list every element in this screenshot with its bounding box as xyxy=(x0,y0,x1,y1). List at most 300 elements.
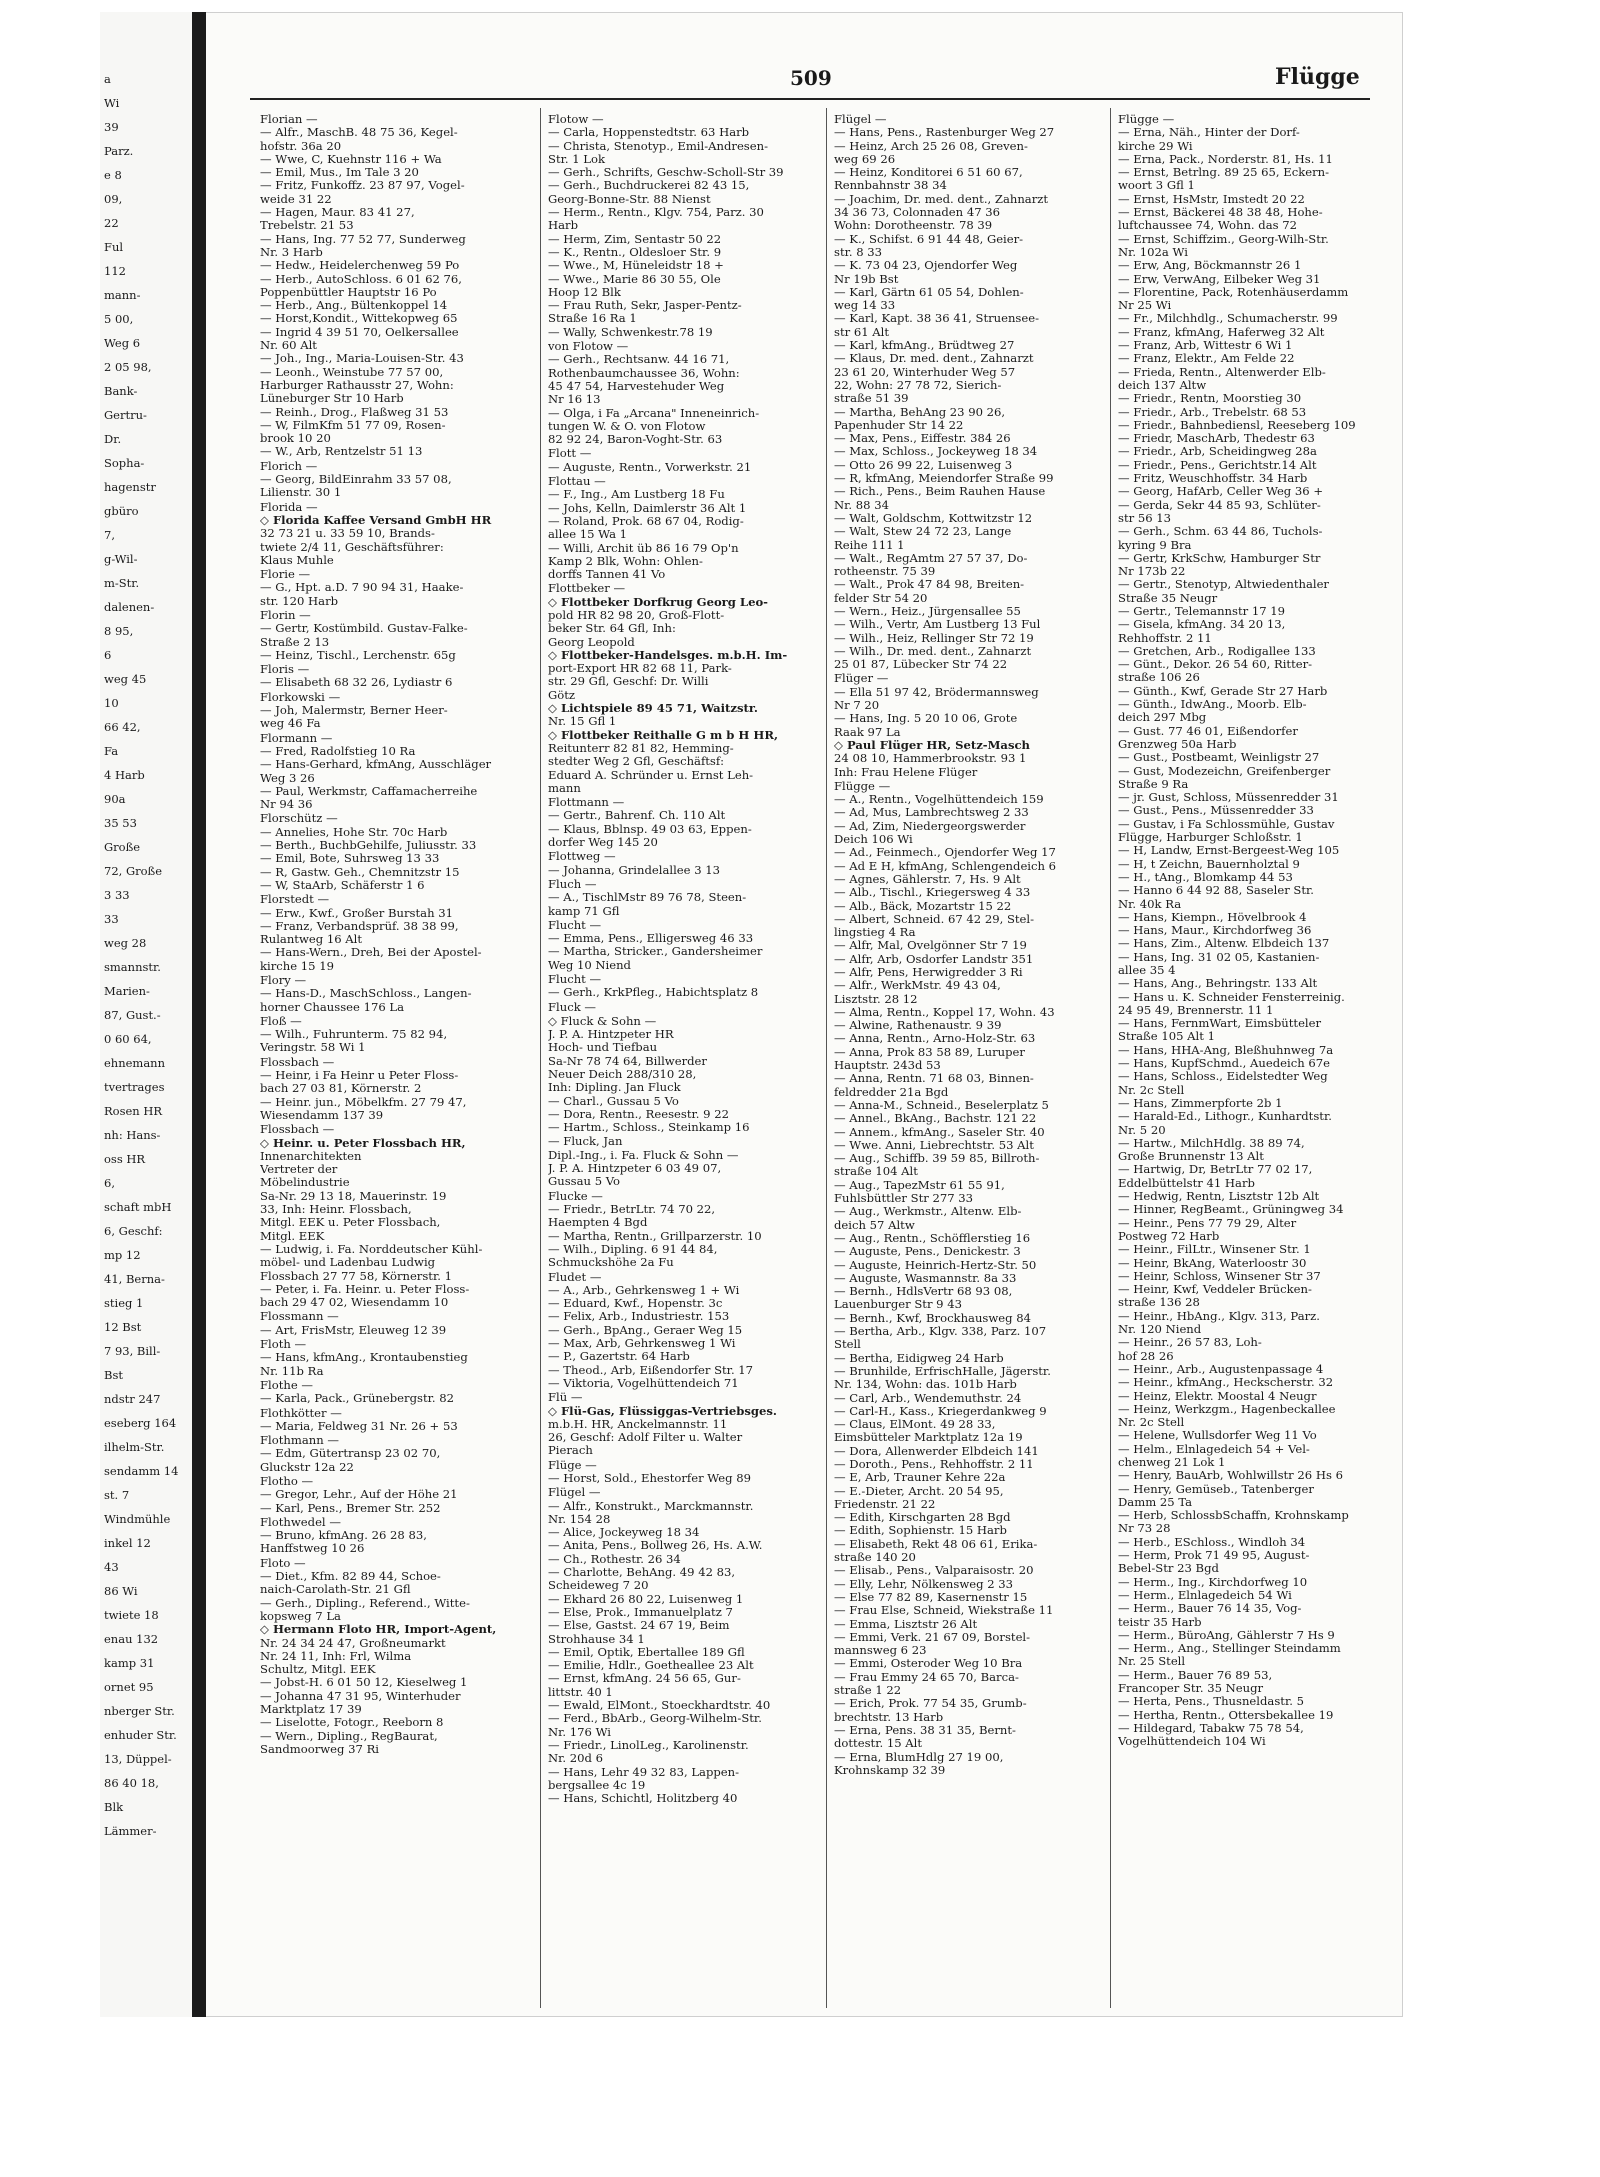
directory-entry-line: Marktplatz 17 39 xyxy=(260,1703,362,1717)
directory-entry-line: kirche 15 19 xyxy=(260,959,334,973)
directory-entry-line: — Emilie, Hdlr., Goetheallee 23 Alt xyxy=(548,1659,754,1673)
facing-page-text: 12 Bst xyxy=(104,1320,142,1334)
directory-entry-line: 22, Wohn: 27 78 72, Sierich- xyxy=(834,378,1002,392)
directory-entry-line: Schmuckshöhe 2a Fu xyxy=(548,1256,674,1270)
directory-entry-line: — Charlotte, BehAng. 49 42 83, xyxy=(548,1566,736,1580)
directory-entry-line: Nr. 25 Stell xyxy=(1118,1655,1186,1669)
directory-entry-line: Florian — xyxy=(260,113,318,126)
facing-page-text: mann- xyxy=(104,288,141,302)
directory-entry-line: — Johanna 47 31 95, Winterhuder xyxy=(260,1689,461,1703)
directory-entry-line: Straße 105 Alt 1 xyxy=(1118,1030,1215,1044)
directory-entry-line: lingstieg 4 Ra xyxy=(834,926,916,940)
directory-entry-line: pold HR 82 98 20, Groß-Flott- xyxy=(548,608,725,622)
facing-page-text: gbüro xyxy=(104,504,139,518)
directory-entry-line: — Anita, Pens., Bollweg 26, Hs. A.W. xyxy=(548,1539,763,1553)
directory-entry-line: — Erna, Pack., Norderstr. 81, Hs. 11 xyxy=(1118,152,1333,166)
directory-entry-line: — Friedr, MaschArb, Thedestr 63 xyxy=(1118,432,1315,446)
facing-page-text: ornet 95 xyxy=(104,1680,154,1694)
directory-entry-line: — Walt, Goldschm, Kottwitzstr 12 xyxy=(834,511,1033,525)
directory-entry-line: Weg 3 26 xyxy=(260,771,315,785)
facing-page-text: g-Wil- xyxy=(104,552,138,566)
facing-page-text: 7 93, Bill- xyxy=(104,1344,161,1358)
facing-page-text: 4 Harb xyxy=(104,768,145,782)
directory-entry-line: — Harald-Ed., Lithogr., Kunhardtstr. xyxy=(1118,1110,1332,1124)
directory-entry-line: — Walt, Stew 24 72 23, Lange xyxy=(834,525,1012,539)
facing-page-text: 7, xyxy=(104,528,115,542)
directory-entry-line: — K., Rentn., Oldesloer Str. 9 xyxy=(548,245,722,259)
directory-entry-line: — Anna, Prok 83 58 89, Luruper xyxy=(834,1045,1025,1059)
directory-entry-line: — Ernst, Bäckerei 48 38 48, Hohe- xyxy=(1118,206,1323,220)
directory-entry-line: str. 8 33 xyxy=(834,245,883,259)
facing-page-fragment xyxy=(100,12,204,2017)
directory-entry-line: Veringstr. 58 Wi 1 xyxy=(260,1041,366,1055)
directory-entry-line: bach 27 03 81, Körnerstr. 2 xyxy=(260,1082,422,1096)
directory-entry-line: Sa-Nr. 29 13 18, Mauerinstr. 19 xyxy=(260,1189,447,1203)
directory-entry-line: Flottau — xyxy=(548,475,606,489)
directory-entry-line: — Friedr., Arb, Scheidingweg 28a xyxy=(1118,445,1317,459)
directory-entry-line: bergsallee 4c 19 xyxy=(548,1778,646,1792)
directory-entry-line: — Hildegard, Tabakw 75 78 54, xyxy=(1118,1721,1304,1735)
directory-entry-line: — Emil, Bote, Suhrsweg 13 33 xyxy=(260,852,440,866)
directory-entry-line: Rennbahnstr 38 34 xyxy=(834,179,947,193)
directory-entry-line: — Erna, Pens. 38 31 35, Bernt- xyxy=(834,1723,1016,1737)
directory-entry-line: brook 10 20 xyxy=(260,432,331,446)
directory-entry-line: Flormann — xyxy=(260,731,333,745)
directory-entry-line: — Max, Arb, Gehrkensweg 1 Wi xyxy=(548,1337,736,1351)
directory-entry-line: mannsweg 6 23 xyxy=(834,1644,927,1658)
directory-entry-line: Flottmann — xyxy=(548,796,625,810)
directory-entry-line: — Karl, Pens., Bremer Str. 252 xyxy=(260,1501,441,1515)
directory-entry-line: — Ad, Zim, Niedergeorgswerder xyxy=(834,819,1026,833)
directory-entry-line: straße 51 39 xyxy=(834,392,909,406)
directory-entry-line: — Joh., Ing., Maria-Louisen-Str. 43 xyxy=(260,352,464,366)
directory-entry-line: — Felix, Arb., Industriestr. 153 xyxy=(548,1310,730,1324)
directory-entry-line: — Walt., RegAmtm 27 57 37, Do- xyxy=(834,551,1028,565)
directory-entry-line: — Dora, Rentn., Reesestr. 9 22 xyxy=(548,1107,729,1121)
directory-entry-line: — Hans, Ing. 31 02 05, Kastanien- xyxy=(1118,950,1320,964)
directory-entry-line: — Friedr., LinolLeg., Karolinenstr. xyxy=(548,1738,749,1752)
directory-entry-line: — Wilh., Fuhrunterm. 75 82 94, xyxy=(260,1028,448,1042)
directory-entry-line: brechtstr. 13 Harb xyxy=(834,1710,944,1724)
directory-entry-line: — Franz, Elektr., Am Felde 22 xyxy=(1118,352,1295,366)
directory-entry-line: Flucht — xyxy=(548,973,602,986)
directory-entry-line: ◇ Flottbeker Reithalle G m b H HR, xyxy=(548,728,779,742)
directory-entry-line: allee 35 4 xyxy=(1118,964,1176,977)
directory-entry-line: Fluck — xyxy=(548,1000,597,1014)
directory-entry-line: Straße 2 13 xyxy=(260,635,330,649)
directory-entry-line: — Heinr., HbAng., Klgv. 313, Parz. xyxy=(1118,1309,1320,1323)
directory-entry-line: Große Brunnenstr 13 Alt xyxy=(1118,1150,1264,1164)
directory-entry-line: — W, FilmKfm 51 77 09, Rosen- xyxy=(260,418,446,432)
directory-entry-line: J. P. A. Hintzpeter HR xyxy=(548,1028,674,1042)
directory-entry-line: — Martha, Stricker., Gandersheimer xyxy=(548,945,763,959)
facing-page-text: dalenen- xyxy=(104,600,155,614)
directory-entry-line: — Erich, Prok. 77 54 35, Grumb- xyxy=(834,1697,1027,1711)
directory-entry-line: Haempten 4 Bgd xyxy=(548,1216,648,1230)
directory-entry-line: — Ella 51 97 42, Brödermannsweg xyxy=(834,685,1039,699)
directory-entry-line: Deich 106 Wi xyxy=(834,833,913,847)
facing-page-text: 6, xyxy=(104,1176,115,1190)
facing-page-text: 13, Düppel- xyxy=(104,1752,172,1766)
directory-entry-line: Flottbeker — xyxy=(548,582,626,596)
directory-entry-line: — Carl, Arb., Wendemuthstr. 24 xyxy=(834,1391,1022,1405)
directory-entry-line: Florie — xyxy=(260,568,311,582)
facing-page-text: nberger Str. xyxy=(104,1704,175,1718)
directory-entry-line: — Bernh., HdlsVertr 68 93 08, xyxy=(834,1285,1013,1299)
directory-entry-line: — Viktoria, Vogelhüttendeich 71 xyxy=(548,1376,739,1390)
facing-page-text: Bst xyxy=(104,1368,123,1382)
directory-entry-line: — W., Arb, Rentzelstr 51 13 xyxy=(260,445,423,459)
directory-entry-line: Strohhause 34 1 xyxy=(548,1632,645,1646)
directory-entry-line: — Gust., Postbeamt, Weinligstr 27 xyxy=(1118,751,1320,765)
directory-entry-line: straße 104 Alt xyxy=(834,1165,918,1179)
directory-entry-line: — Hagen, Maur. 83 41 27, xyxy=(260,206,415,220)
directory-entry-line: — Herm., Elnlagedeich 54 Wi xyxy=(1118,1588,1292,1602)
directory-entry-line: — G., Hpt. a.D. 7 90 94 31, Haake- xyxy=(260,581,464,595)
directory-entry-line: — Herb., Ang., Bültenkoppel 14 xyxy=(260,299,448,313)
directory-entry-line: littstr. 40 1 xyxy=(548,1685,613,1699)
directory-entry-line: Nr. 24 11, Inh: Frl, Wilma xyxy=(260,1649,412,1663)
directory-entry-line: — Hans, FernmWart, Eimsbütteler xyxy=(1118,1017,1322,1031)
directory-entry-line: ◇ Flottbeker Dorfkrug Georg Leo- xyxy=(548,595,768,609)
directory-entry-line: Flügge — xyxy=(1118,113,1175,126)
directory-entry-line: — Wilh., Heiz, Rellinger Str 72 19 xyxy=(834,631,1034,645)
directory-entry-line: Lilienstr. 30 1 xyxy=(260,486,342,500)
facing-page-text: 33 xyxy=(104,912,119,926)
directory-entry-line: Flottweg — xyxy=(548,850,616,864)
directory-entry-line: — Erw., Kwf., Großer Burstah 31 xyxy=(260,906,453,920)
directory-entry-line: — Hans, Ang., Behringstr. 133 Alt xyxy=(1118,977,1318,991)
directory-entry-line: — Heinr, BkAng, Waterloostr 30 xyxy=(1118,1256,1307,1270)
directory-entry-line: — Alice, Jockeyweg 18 34 xyxy=(548,1526,700,1540)
directory-entry-line: — Else 77 82 89, Kasernenstr 15 xyxy=(834,1590,1028,1604)
directory-entry-line: — Carl-H., Kass., Kriegerdankweg 9 xyxy=(834,1404,1047,1418)
directory-entry-line: — Herb., AutoSchloss. 6 01 62 76, xyxy=(260,272,462,286)
directory-entry-line: Götz xyxy=(548,688,576,702)
directory-entry-line: — Elly, Lehr, Nölkensweg 2 33 xyxy=(834,1577,1014,1591)
directory-entry-line: beker Str. 64 Gfl, Inh: xyxy=(548,622,676,636)
directory-entry-line: — Aug., TapezMstr 61 55 91, xyxy=(834,1178,1005,1192)
directory-entry-line: Rulantweg 16 Alt xyxy=(260,933,363,947)
directory-entry-line: — Heinr., Arb., Augustenpassage 4 xyxy=(1118,1362,1324,1376)
directory-entry-line: — Herta, Pens., Thusneldastr. 5 xyxy=(1118,1695,1304,1709)
facing-page-text: Sopha- xyxy=(104,456,145,470)
directory-entry-line: dottestr. 15 Alt xyxy=(834,1737,923,1751)
directory-entry-line: deich 297 Mbg xyxy=(1118,711,1207,725)
facing-page-text: 5 00, xyxy=(104,312,134,326)
directory-entry-line: — Frau Ruth, Sekr, Jasper-Pentz- xyxy=(548,299,742,313)
directory-entry-line: — K. 73 04 23, Ojendorfer Weg xyxy=(834,259,1018,273)
directory-entry-line: — Gust. 77 46 01, Eißendorfer xyxy=(1118,724,1298,738)
directory-entry-line: Sandmoorweg 37 Ri xyxy=(260,1742,380,1756)
directory-entry-line: — Erw, VerwAng, Eilbeker Weg 31 xyxy=(1118,272,1321,286)
facing-page-text: 39 xyxy=(104,120,119,134)
directory-entry-line: port-Export HR 82 68 11, Park- xyxy=(548,662,732,676)
directory-entry-line: — Hanno 6 44 92 88, Saseler Str. xyxy=(1118,884,1314,898)
directory-entry-line: — Gerh., Schm. 63 44 86, Tuchols- xyxy=(1118,525,1323,539)
directory-entry-line: — Doroth., Pens., Rehhoffstr. 2 11 xyxy=(834,1457,1034,1471)
directory-entry-line: tungen W. & O. von Flotow xyxy=(548,419,706,433)
directory-entry-line: — Fritz, Funkoffz. 23 87 97, Vogel- xyxy=(260,179,465,193)
directory-entry-line: — Anna, Rentn. 71 68 03, Binnen- xyxy=(834,1072,1034,1086)
facing-page-text: 86 40 18, xyxy=(104,1776,159,1790)
directory-entry-line: Flüge — xyxy=(548,1458,597,1472)
directory-entry-line: — Hartm., Schloss., Steinkamp 16 xyxy=(548,1121,750,1135)
directory-entry-line: — Friedr., Bahnbediensl, Reeseberg 109 xyxy=(1118,418,1356,432)
directory-entry-line: — Hans, HHA-Ang, Bleßhuhnweg 7a xyxy=(1118,1043,1334,1057)
directory-entry-line: dorfer Weg 145 20 xyxy=(548,836,658,850)
facing-page-text: Windmühle xyxy=(104,1512,171,1526)
directory-entry-line: Schultz, Mitgl. EEK xyxy=(260,1663,376,1677)
directory-entry-line: Gussau 5 Vo xyxy=(548,1175,621,1189)
directory-entry-line: — Herm, Zim, Sentastr 50 22 xyxy=(548,232,722,246)
directory-entry-line: — Max, Schloss., Jockeyweg 18 34 xyxy=(834,445,1038,459)
directory-entry-line: Flotho — xyxy=(260,1474,314,1488)
directory-entry-line: Nr 16 13 xyxy=(548,393,601,407)
directory-entry-line: — Herm., BüroAng, Gählerstr 7 Hs 9 xyxy=(1118,1628,1335,1642)
directory-entry-line: Poppenbüttler Hauptstr 16 Po xyxy=(260,285,437,299)
directory-entry-line: — Alb., Tischl., Kriegersweg 4 33 xyxy=(834,886,1031,900)
directory-entry-line: — Hans, Pens., Rastenburger Weg 27 xyxy=(834,126,1055,140)
directory-entry-line: hofstr. 36a 20 xyxy=(260,139,342,153)
directory-entry-line: — Hedw., Heidelerchenweg 59 Po xyxy=(260,259,460,273)
directory-entry-line: — Friedr., Rentn, Moorstieg 30 xyxy=(1118,392,1302,406)
directory-entry-line: Flügel — xyxy=(548,1486,601,1500)
facing-page-text: stieg 1 xyxy=(104,1296,144,1310)
directory-entry-line: — Karl, Kapt. 38 36 41, Struensee- xyxy=(834,312,1040,326)
directory-entry-line: — Gerh., KrkPfleg., Habichtsplatz 8 xyxy=(548,986,759,1000)
directory-entry-line: — Florentine, Pack, Rotenhäuserdamm xyxy=(1118,285,1349,299)
facing-page-text: twiete 18 xyxy=(104,1608,159,1622)
directory-entry-line: — Ad, Mus, Lambrechtsweg 2 33 xyxy=(834,806,1029,820)
directory-entry-line: — Gerh., Dipling., Referend., Witte- xyxy=(260,1596,470,1610)
facing-page-text: Wi xyxy=(104,96,120,110)
directory-entry-line: — Heinr., 26 57 83, Loh- xyxy=(1118,1336,1262,1350)
directory-entry-line: — Ferd., BbArb., Georg-Wilhelm-Str. xyxy=(548,1712,762,1726)
directory-entry-line: — Gust, Modezeichn, Greifenberger xyxy=(1118,764,1331,778)
directory-entry-line: — Karl, kfmAng., Brüdtweg 27 xyxy=(834,339,1015,353)
directory-entry-line: möbel- und Ladenbau Ludwig xyxy=(260,1256,436,1270)
facing-page-text: ehnemann xyxy=(104,1056,165,1070)
directory-entry-line: Dipl.-Ing., i. Fa. Fluck & Sohn — xyxy=(548,1148,739,1162)
directory-entry-line: Florin — xyxy=(260,608,311,622)
directory-entry-line: Str. 1 Lok xyxy=(548,152,606,166)
facing-page-text: 3 33 xyxy=(104,888,130,902)
directory-entry-line: Flügge, Harburger Schloßstr. 1 xyxy=(1118,831,1303,845)
directory-entry-line: ◇ Paul Flüger HR, Setz-Masch xyxy=(834,738,1030,752)
facing-page-text: Dr. xyxy=(104,432,122,446)
directory-entry-line: Nr. 176 Wi xyxy=(548,1725,612,1739)
directory-entry-line: — Gertr., Bahrenf. Ch. 110 Alt xyxy=(548,809,726,823)
facing-page-text: eseberg 164 xyxy=(104,1416,177,1430)
column-2 xyxy=(548,112,816,1805)
directory-entry-line: — Hans-D., MaschSchloss., Langen- xyxy=(260,987,472,1001)
directory-entry-line: — Auguste, Wasmannstr. 8a 33 xyxy=(834,1271,1017,1285)
directory-entry-line: kyring 9 Bra xyxy=(1118,538,1192,552)
directory-entry-line: — Ch., Rothestr. 26 34 xyxy=(548,1552,681,1566)
directory-entry-line: — Helm., Elnlagedeich 54 + Vel- xyxy=(1118,1442,1310,1456)
directory-entry-line: — Gertr., Telemannstr 17 19 xyxy=(1118,604,1286,618)
directory-entry-line: Francoper Str. 35 Neugr xyxy=(1118,1682,1264,1696)
directory-entry-line: — Fr., Milchhdlg., Schumacherstr. 99 xyxy=(1118,312,1338,326)
directory-entry-line: — Jobst-H. 6 01 50 12, Kieselweg 1 xyxy=(260,1676,468,1690)
directory-entry-line: — Herm., Ing., Kirchdorfweg 10 xyxy=(1118,1575,1308,1589)
directory-entry-line: Floth — xyxy=(260,1338,307,1352)
directory-entry-line: Straße 9 Ra xyxy=(1118,777,1189,791)
directory-entry-line: — Erna, Näh., Hinter der Dorf- xyxy=(1118,126,1300,140)
directory-entry-line: Flüger — xyxy=(834,672,889,686)
directory-entry-line: — Hans u. K. Schneider Fensterreinig. xyxy=(1118,990,1345,1004)
facing-page-text: ndstr 247 xyxy=(104,1392,161,1406)
directory-entry-line: kamp 71 Gfl xyxy=(548,904,620,918)
directory-entry-line: — Diet., Kfm. 82 89 44, Schoe- xyxy=(260,1570,441,1584)
directory-entry-line: — Ekhard 26 80 22, Luisenweg 1 xyxy=(548,1592,744,1606)
directory-entry-line: — Wilh., Dipling. 6 91 44 84, xyxy=(548,1242,718,1256)
directory-entry-line: — Horst,Kondit., Wittekopweg 65 xyxy=(260,312,458,326)
facing-page-text: weg 45 xyxy=(104,672,147,686)
directory-entry-line: — Willi, Archit üb 86 16 79 Op'n xyxy=(548,541,739,555)
directory-entry-line: — Emma, Lisztstr 26 Alt xyxy=(834,1617,978,1631)
directory-entry-line: Nr. 60 Alt xyxy=(260,339,317,353)
directory-entry-line: — Fred, Radolfstieg 10 Ra xyxy=(260,744,416,758)
directory-entry-line: Flothwedel — xyxy=(260,1515,341,1529)
directory-entry-line: — Fritz, Weuschhoffstr. 34 Harb xyxy=(1118,472,1308,486)
facing-page-text: nh: Hans- xyxy=(104,1128,161,1142)
directory-entry-line: Georg Leopold xyxy=(548,635,635,649)
directory-entry-line: Nr 25 Wi xyxy=(1118,299,1172,313)
directory-entry-line: Nr 73 28 xyxy=(1118,1522,1171,1536)
directory-entry-line: — Friedr., BetrLtr. 74 70 22, xyxy=(548,1203,716,1217)
directory-entry-line: ◇ Flü-Gas, Flüssiggas-Vertriebsges. xyxy=(548,1404,777,1418)
directory-entry-line: Flotow — xyxy=(548,113,604,126)
directory-entry-line: — Emil, Optik, Ebertallee 189 Gfl xyxy=(548,1645,745,1659)
directory-entry-line: — H, t Zeichn, Bauernholztal 9 xyxy=(1118,857,1300,871)
directory-entry-line: — Wwe. Anni, Liebrechtstr. 53 Alt xyxy=(834,1138,1034,1152)
directory-entry-line: Scheideweg 7 20 xyxy=(548,1579,649,1593)
directory-entry-line: — Auguste, Pens., Denickestr. 3 xyxy=(834,1245,1021,1259)
directory-entry-line: — Elisab., Pens., Valparaisostr. 20 xyxy=(834,1564,1034,1578)
directory-entry-line: — Johs, Kelln, Daimlerstr 36 Alt 1 xyxy=(548,501,747,515)
directory-entry-line: — Alfr., WerkMstr. 49 43 04, xyxy=(834,979,1001,993)
directory-entry-line: Weg 10 Niend xyxy=(548,958,631,972)
facing-page-text: 35 53 xyxy=(104,816,137,830)
directory-entry-line: — Alfr, Mal, Ovelgönner Str 7 19 xyxy=(834,939,1027,953)
directory-entry-line: — A., Rentn., Vogelhüttendeich 159 xyxy=(834,793,1044,807)
directory-entry-line: feldredder 21a Bgd xyxy=(834,1085,949,1099)
directory-entry-line: — Ernst, HsMstr, Imstedt 20 22 xyxy=(1118,192,1305,206)
directory-entry-line: — Herm., Rentn., Klgv. 754, Parz. 30 xyxy=(548,206,764,220)
directory-entry-line: luftchaussee 74, Wohn. das 72 xyxy=(1118,219,1298,233)
running-head: Flügge xyxy=(1275,64,1360,90)
directory-entry-line: Klaus Muhle xyxy=(260,553,334,567)
directory-entry-line: — Alma, Rentn., Koppel 17, Wohn. 43 xyxy=(834,1005,1055,1019)
directory-entry-line: — Heinr., FilLtr., Winsener Str. 1 xyxy=(1118,1243,1311,1257)
directory-entry-line: Georg-Bonne-Str. 88 Nienst xyxy=(548,192,711,206)
directory-entry-line: — Elisabeth 68 32 26, Lydiastr 6 xyxy=(260,676,453,690)
directory-entry-line: Nr. 120 Niend xyxy=(1118,1323,1202,1337)
directory-entry-line: Flossbach — xyxy=(260,1055,335,1069)
directory-entry-line: Trebelstr. 21 53 xyxy=(260,219,354,233)
page-number: 509 xyxy=(790,66,832,90)
facing-page-text: ilhelm-Str. xyxy=(104,1440,165,1454)
directory-entry-line: weg 46 Fa xyxy=(260,717,321,731)
directory-entry-line: weg 14 33 xyxy=(834,299,896,313)
directory-entry-line: — H., tAng., Blomkamp 44 53 xyxy=(1118,870,1293,884)
directory-entry-line: Bebel-Str 23 Bgd xyxy=(1118,1562,1219,1576)
directory-entry-line: Flucke — xyxy=(548,1189,603,1203)
directory-entry-line: str 56 13 xyxy=(1118,511,1172,525)
directory-entry-line: — Frieda, Rentn., Altenwerder Elb- xyxy=(1118,365,1326,379)
facing-page-text: smannstr. xyxy=(104,960,161,974)
directory-entry-line: — Gisela, kfmAng. 34 20 13, xyxy=(1118,618,1286,632)
directory-entry-line: Harb xyxy=(548,219,578,233)
directory-entry-line: — Herm, Prok 71 49 95, August- xyxy=(1118,1549,1310,1563)
directory-entry-line: Nr. 20d 6 xyxy=(548,1752,604,1766)
directory-entry-line: Florida — xyxy=(260,500,318,514)
directory-entry-line: weide 31 22 xyxy=(260,192,332,206)
directory-entry-line: — Hans, Maur., Kirchdorfweg 36 xyxy=(1118,924,1312,938)
directory-entry-line: Stell xyxy=(834,1338,861,1352)
directory-entry-line: — Erna, BlumHdlg 27 19 00, xyxy=(834,1750,1004,1764)
directory-entry-line: Flügel — xyxy=(834,113,887,126)
directory-entry-line: Wohn: Dorotheenstr. 78 39 xyxy=(834,219,993,233)
column-separator xyxy=(1110,108,1111,2008)
directory-entry-line: Papenhuder Str 14 22 xyxy=(834,418,964,432)
directory-entry-line: — Franz, Arb, Wittestr 6 Wi 1 xyxy=(1118,339,1293,353)
directory-entry-line: — Wern., Dipling., RegBaurat, xyxy=(260,1729,438,1743)
directory-entry-line: Flossmann — xyxy=(260,1310,339,1324)
directory-entry-line: Nr. 15 Gfl 1 xyxy=(548,715,617,729)
directory-entry-line: — Carla, Hoppenstedtstr. 63 Harb xyxy=(548,126,750,140)
facing-page-text: enau 132 xyxy=(104,1632,159,1646)
directory-entry-line: — Franz, Verbandsprüf. 38 38 99, xyxy=(260,919,459,933)
directory-entry-line: — Emma, Pens., Elligersweg 46 33 xyxy=(548,932,754,946)
directory-entry-line: naich-Carolath-Str. 21 Gfl xyxy=(260,1583,411,1597)
directory-entry-line: Fludet — xyxy=(548,1270,602,1284)
directory-entry-line: Lisztstr. 28 12 xyxy=(834,992,918,1006)
directory-entry-line: — Dora, Allenwerder Elbdeich 141 xyxy=(834,1444,1039,1458)
directory-entry-line: Vogelhüttendeich 104 Wi xyxy=(1118,1735,1266,1749)
facing-page-text: 87, Gust.- xyxy=(104,1008,161,1022)
directory-entry-line: — Gerh., BpAng., Geraer Weg 15 xyxy=(548,1323,743,1337)
book-gutter xyxy=(192,12,206,2017)
directory-entry-line: ◇ Flottbeker-Handelsges. m.b.H. Im- xyxy=(548,648,788,662)
directory-entry-line: — Gregor, Lehr., Auf der Höhe 21 xyxy=(260,1488,458,1502)
directory-entry-line: 82 92 24, Baron-Voght-Str. 63 xyxy=(548,433,723,447)
directory-entry-line: — Auguste, Heinrich-Hertz-Str. 50 xyxy=(834,1258,1037,1272)
directory-entry-line: — Leonh., Weinstube 77 57 00, xyxy=(260,365,444,379)
directory-entry-line: Raak 97 La xyxy=(834,725,901,739)
directory-entry-line: — Edm, Gütertransp 23 02 70, xyxy=(260,1447,441,1461)
directory-entry-line: Florschütz — xyxy=(260,812,338,826)
directory-entry-line: — Heinz, Elektr. Moostal 4 Neugr xyxy=(1118,1389,1317,1403)
directory-entry-line: woort 3 Gfl 1 xyxy=(1118,179,1195,193)
directory-entry-line: — A., Arb., Gehrkensweg 1 + Wi xyxy=(548,1283,740,1297)
directory-entry-line: Eduard A. Schründer u. Ernst Leh- xyxy=(548,768,754,782)
directory-entry-line: — Walt., Prok 47 84 98, Breiten- xyxy=(834,578,1025,592)
directory-entry-line: Hanffstweg 10 26 xyxy=(260,1542,365,1556)
facing-page-text: a xyxy=(104,72,111,86)
column-1 xyxy=(260,112,528,1756)
directory-entry-line: ◇ Hermann Floto HR, Import-Agent, xyxy=(260,1623,497,1637)
directory-entry-line: deich 57 Altw xyxy=(834,1218,915,1232)
directory-entry-line: straße 1 22 xyxy=(834,1684,902,1698)
directory-entry-line: — Heinr, i Fa Heinr u Peter Floss- xyxy=(260,1069,459,1083)
directory-entry-line: Flügge — xyxy=(834,779,891,793)
directory-entry-line: Inh: Dipling. Jan Fluck xyxy=(548,1081,681,1095)
directory-entry-line: — Bernh., Kwf, Brockhausweg 84 xyxy=(834,1311,1032,1325)
directory-entry-line: — Ernst, Schiffzim., Georg-Wilh-Str. xyxy=(1118,232,1329,246)
